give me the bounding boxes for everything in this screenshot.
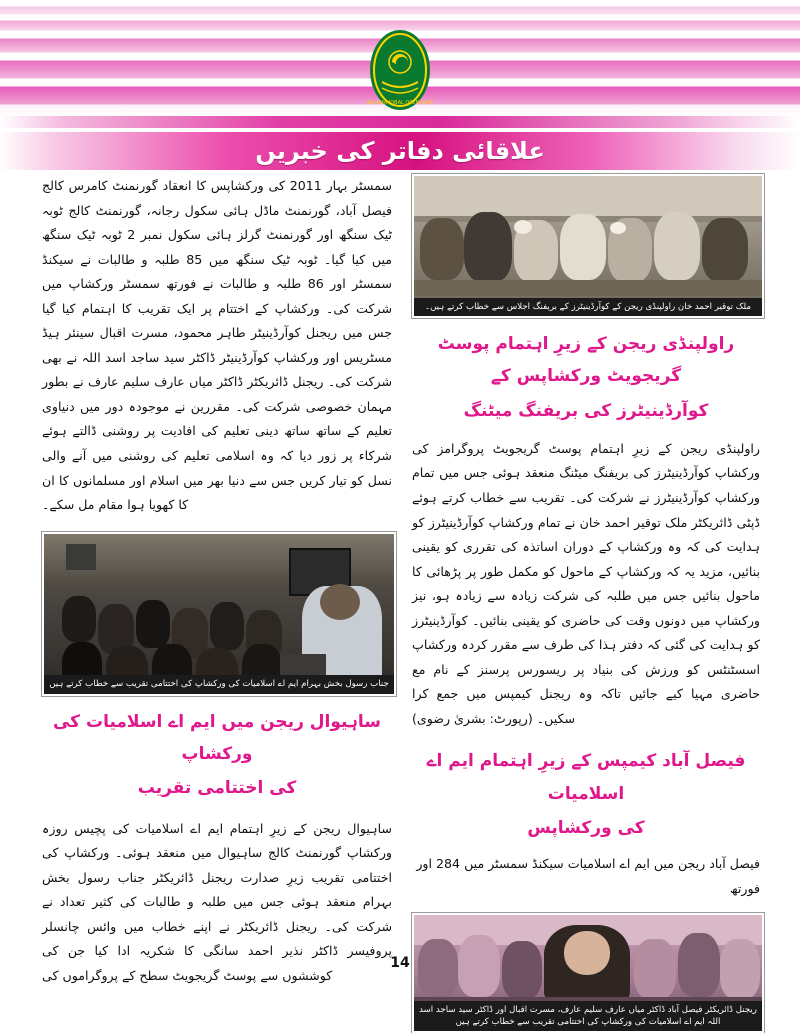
aiou-university-crest-icon xyxy=(352,24,448,114)
photo-rawalpindi-briefing xyxy=(412,174,764,318)
photo-caption: ملک توقیر احمد خان راولپنڈی ریجن کے کوآرڈینیٹرز کے بریفنگ اجلاس سے خطاب کرتے ہیں۔ xyxy=(414,298,762,316)
photo-caption: جناب رسول بخش بہرام ایم اے اسلامیات کی ورکشاپ کی اختتامی تقریب سے خطاب کرتے ہیں xyxy=(44,675,394,693)
left-column xyxy=(42,174,392,988)
page-header-bar xyxy=(0,132,800,170)
right-article-two-body: فیصل آباد ریجن میں ایم اے اسلامیات سیکنڈ سمسٹر میں 284 اور فورتھ xyxy=(416,856,760,896)
heading-faisalabad-line2: کی ورکشاپس xyxy=(527,818,645,839)
photo-sahiwal-workshop xyxy=(42,532,396,696)
heading-rawalpindi-line1: راولپنڈی ریجن کے زیرِ اہتمام پوسٹ گریجویٹ ورکشاپس کے xyxy=(437,334,735,387)
page-title: علاقائی دفاتر کی خبریں xyxy=(255,137,545,165)
svg-text:ALLAMA IQBAL OPEN UNIV: ALLAMA IQBAL OPEN UNIV xyxy=(366,100,434,106)
heading-faisalabad-line1: فیصل آباد کیمپس کے زیرِ اہتمام ایم اے اسلامیات xyxy=(426,751,746,804)
photo-faisalabad-workshop xyxy=(412,913,764,1033)
right-article-one-body: راولپنڈی ریجن کے زیرِ اہتمام پوسٹ گریجویٹ پروگرامز کی ورکشاپ کوآرڈینیٹرز کی بریفنگ میٹنگ منعقد ہوئی جس میں تمام ورکشاپ کوآرڈینیٹرز نے شرکت کی۔ تقریب سے خطاب کرتے ہوئے ڈپٹی ڈائریکٹر ملک توقیر احمد خان نے تمام ورکشاپ کوآرڈینیٹرز کو ہدایت کی کہ وہ ورکشاپ کے دوران اساتذہ کی تقرری کو یقینی بنائیں، مزید یہ کہ ورکشاپ کے ماحول کو مکمل طور پر پڑھائی کا ماحول بنائیں جس میں طلبہ کی شرکت زیادہ سے زیادہ ہو، نیز ورکشاپ میں دونوں وقت کی حاضری کو یقینی بنائیں۔ کوآرڈینیٹرز کو ہدایت کی گئی کہ دفتر ہذا کی طرف سے مقرر کردہ ورکشاپ اسسٹنٹس کو ورزش کی بنیاد پر ریسورس پرسنز کے نام مع حاضری مہیا کیے جائیں تاکہ وہ ریجنل کیمپس میں جمع کرا سکیں۔ (رپورٹ: بشریٰ رضوی) xyxy=(412,440,760,726)
photo-caption: ریجنل ڈائریکٹر فیصل آباد ڈاکٹر میاں عارف سلیم عارف، مسرت اقبال اور ڈاکٹر سید ساجد اسد اللہ ایم اے اسلامیات کی ورکشاپ کی اختتامی تقریب سے خطاب کرتے ہیں xyxy=(414,1001,762,1032)
page-number: 14 xyxy=(390,955,410,971)
heading-sahiwal-line1: ساہیوال ریجن میں ایم اے اسلامیات کی ورکشاپ xyxy=(52,711,382,764)
heading-rawalpindi-line2: کوآرڈینیٹرز کی بریفنگ میٹنگ xyxy=(463,400,709,421)
right-column xyxy=(412,174,760,1033)
left-article-two-body: ساہیوال ریجن کے زیرِ اہتمام ایم اے اسلامیات کی پچیس روزہ ورکشاپ گورنمنٹ کالج ساہیوال میں منعقد ہوئی۔ ورکشاپ کی اختتامی تقریب زیرِ صدارت ریجنل ڈائریکٹر جناب رسول بخش بہرام منعقد ہوئی جس میں طلبہ و طالبات کی کثیر تعداد نے شرکت کی۔ ریجنل ڈائریکٹر نے اپنے خطاب میں وائس چانسلر پروفیسر ڈاکٹر نذیر احمد سانگی کا شکریہ ادا کیا جن کی کوششوں سے پوسٹ گریجویٹ سطح کے پروگراموں کی xyxy=(42,820,392,983)
left-article-one-body: سمسٹر بہار 2011 کی ورکشاپس کا انعقاد گورنمنٹ کامرس کالج فیصل آباد، گورنمنٹ ماڈل ہائی سکول رجانہ، گورنمنٹ کالج ٹوبہ ٹیک سنگھ اور گورنمنٹ گرلز ہائی سکول نمبر 2 ٹوبہ ٹیک سنگھ میں کیا گیا۔ ٹوبہ ٹیک سنگھ میں 85 طلبہ و طالبات نے سیکنڈ سمسٹر اور 86 طلبہ و طالبات نے فورتھ سمسٹر ورکشاپ میں شرکت کی۔ ورکشاپ کے اختتام پر ایک تقریب کا اہتمام کیا گیا جس میں ریجنل کوآرڈینیٹر طاہر محمود، مسرت اقبال سینئر ہیڈ مسٹریس اور ورکشاپ کوآرڈینیٹر ڈاکٹر سید ساجد اسد اللہ نے بھی شرکت کی۔ ریجنل ڈائریکٹر ڈاکٹر میاں عارف سلیم عارف نے بطور مہمان خصوصی شرکت کی۔ مقررین نے موجودہ دور میں دنیاوی تعلیم کے ساتھ ساتھ دینی تعلیم کی افادیت پر روشنی ڈالتے ہوئے شرکاء پر زور دیا کہ وہ اسلامی تعلیم کی روشنی میں آنے والی نسل کو تیار کریں جس سے دنیا بھر میں اسلام اور مسلمانوں کا ان کا کھویا ہوا مقام مل سکے۔ xyxy=(42,178,393,513)
heading-sahiwal-line2: کی اختتامی تقریب xyxy=(137,778,297,799)
